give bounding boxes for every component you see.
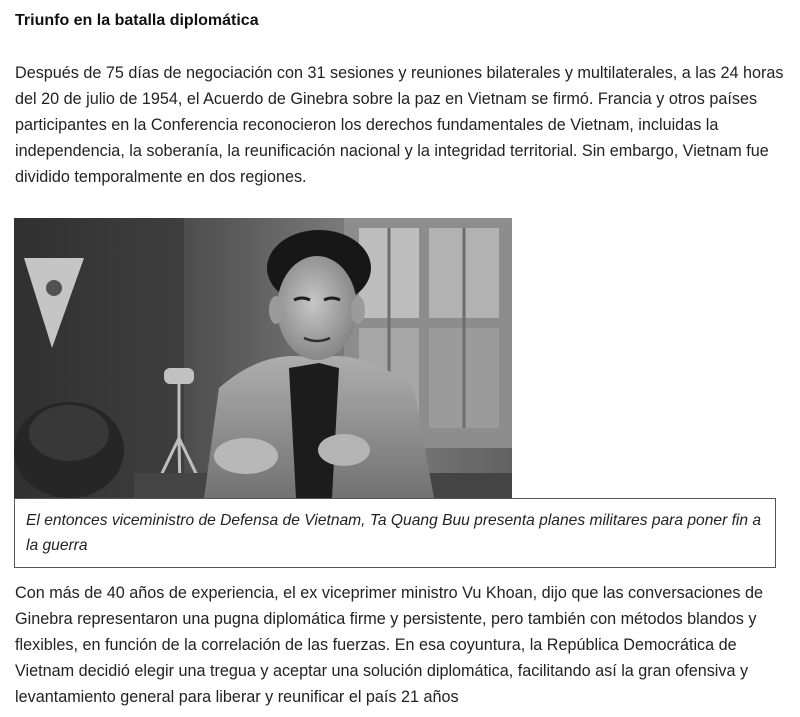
article-paragraph-1: Después de 75 días de negociación con 31 sesiones y reuniones bilaterales y multilaterales, a las 24 horas del 20 de julio de 1954, el Acuerdo de Ginebra sobre la paz en Vietnam se firmó. Francia y otros países participantes en la Conferencia reconocieron los derechos fundamentales de Vietnam, incluidas la independencia, la soberanía, la reunificación nacional y la integridad territorial. Sin embargo, Vietnam fue dividido temporalmente en dos regiones. bbox=[15, 64, 784, 186]
photo-caption: El entonces viceministro de Defensa de Vietnam, Ta Quang Buu presenta planes militares para poner fin a la guerra bbox=[26, 512, 762, 554]
historical-photo bbox=[14, 218, 512, 498]
article-title: Triunfo en la batalla diplomática bbox=[15, 12, 259, 29]
photo-caption-box bbox=[14, 498, 776, 568]
article-paragraph-2: Con más de 40 años de experiencia, el ex viceprimer ministro Vu Khoan, dijo que las conversaciones de Ginebra representaron una pugna diplomática firme y persistente, pero también con métodos blandos y flexibles, en función de la correlación de las fuerzas. En esa coyuntura, la República Democrática de Vietnam decidió elegir una tregua y aceptar una solución diplomática, facilitando así la gran ofensiva y levantamiento general para liberar y reunificar el país 21 años bbox=[15, 584, 764, 706]
